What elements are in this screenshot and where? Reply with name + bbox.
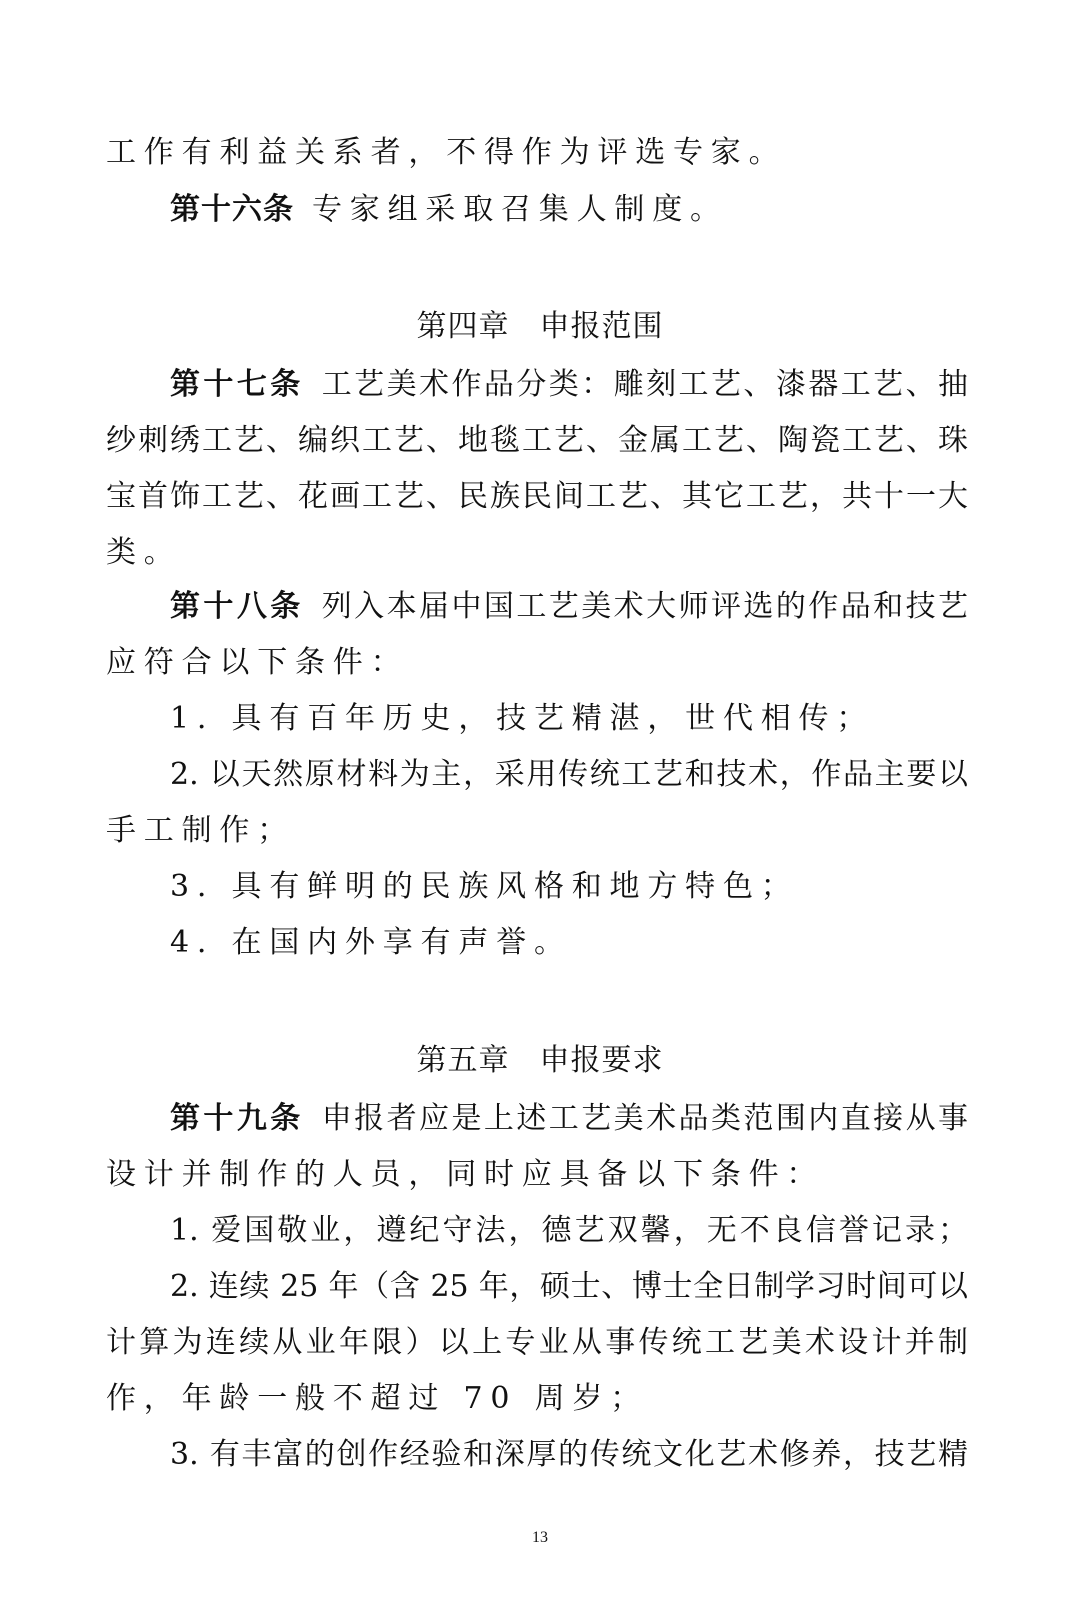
list-item (170, 923, 968, 963)
list-item (170, 755, 968, 795)
line-text: 手工制作； (106, 813, 295, 848)
line-text: 设计并制作的人员，同时应具备以下条件： (106, 1157, 825, 1192)
line-text: 宝首饰工艺、花画工艺、民族民间工艺、其它工艺，共十一大 (106, 479, 968, 514)
chapter-4-heading (0, 307, 1080, 347)
article-label: 第十九条 (170, 1101, 304, 1136)
chapter-title: 申报要求 (539, 1043, 664, 1078)
chapter-number: 第五章 (416, 1043, 510, 1078)
article-text: 工艺美术作品分类：雕刻工艺、漆器工艺、抽 (321, 367, 968, 402)
list-item (170, 699, 968, 739)
article-16 (170, 190, 968, 230)
line-text: 作，年龄一般不超过 70 周岁； (106, 1381, 649, 1416)
line-text: 2. 以天然原材料为主，采用传统工艺和技术，作品主要以 (170, 757, 968, 792)
paragraph-line (106, 1323, 968, 1363)
list-item (170, 1435, 968, 1475)
article-18 (170, 587, 968, 627)
paragraph-line (106, 1155, 968, 1195)
page-number: 13 (532, 1529, 548, 1546)
list-item (170, 1211, 968, 1251)
article-19 (170, 1099, 968, 1139)
list-item (170, 1267, 968, 1307)
article-text: 申报者应是上述工艺美术品类范围内直接从事 (321, 1101, 968, 1136)
paragraph-line (106, 421, 968, 461)
line-text: 1. 爱国敬业，遵纪守法，德艺双馨，无不良信誉记录； (170, 1213, 968, 1248)
line-text: 3. 具有鲜明的民族风格和地方特色； (170, 869, 799, 904)
paragraph-line (106, 477, 968, 517)
line-text: 应符合以下条件： (106, 645, 409, 680)
article-label: 第十八条 (170, 589, 304, 624)
article-17 (170, 365, 968, 405)
chapter-title: 申报范围 (539, 309, 664, 344)
paragraph-line (106, 133, 968, 173)
line-text: 3. 有丰富的创作经验和深厚的传统文化艺术修养，技艺精 (170, 1437, 968, 1472)
chapter-5-heading (0, 1041, 1080, 1081)
chapter-number: 第四章 (416, 309, 510, 344)
article-text: 列入本届中国工艺美术大师评选的作品和技艺 (321, 589, 968, 624)
line-text: 4. 在国内外享有声誉。 (170, 925, 572, 960)
line-text: 纱刺绣工艺、编织工艺、地毯工艺、金属工艺、陶瓷工艺、珠 (106, 423, 968, 458)
line-text: 计算为连续从业年限）以上专业从事传统工艺美术设计并制 (106, 1325, 968, 1360)
line-text: 工作有利益关系者，不得作为评选专家。 (106, 135, 787, 170)
paragraph-line (106, 1379, 968, 1419)
line-text: 类。 (106, 535, 182, 570)
paragraph-line (106, 643, 968, 683)
paragraph-line (106, 533, 968, 573)
article-text: 专家组采取召集人制度。 (312, 192, 728, 227)
list-item (170, 867, 968, 907)
article-label: 第十七条 (170, 367, 304, 402)
article-label: 第十六条 (170, 192, 294, 227)
line-text: 2. 连续 25 年（含 25 年，硕士、博士全日制学习时间可以 (170, 1269, 968, 1304)
line-text: 1. 具有百年历史，技艺精湛，世代相传； (170, 701, 875, 736)
paragraph-line (106, 811, 968, 851)
